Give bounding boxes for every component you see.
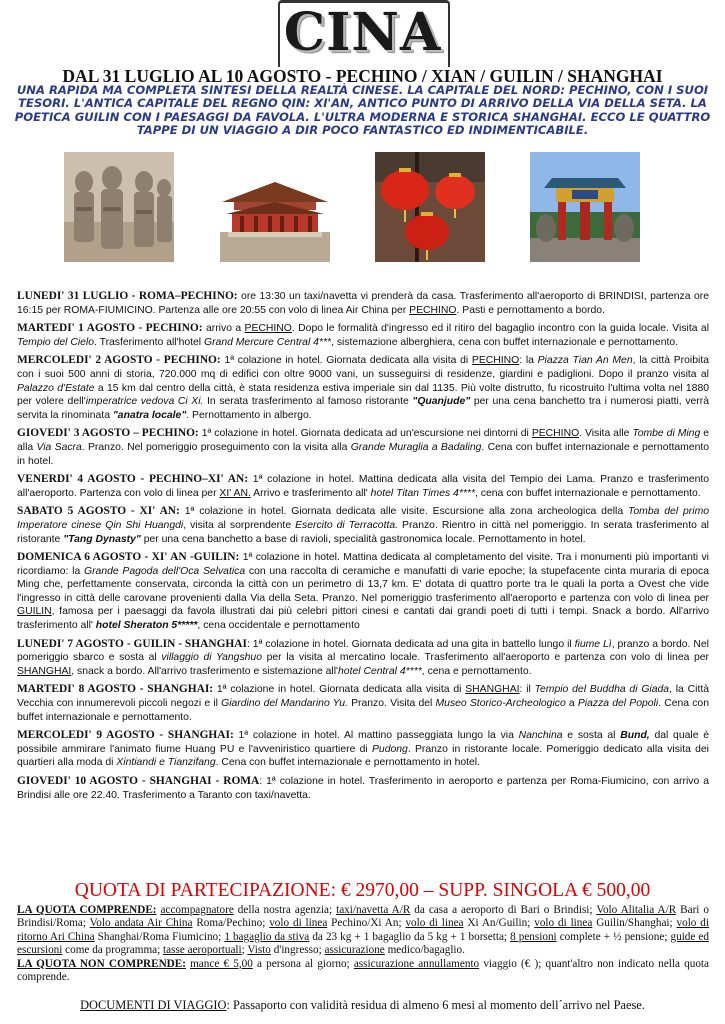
include-text: da casa a aeroporto di Bari o Brindisi; [410, 904, 597, 916]
excludes-label: LA QUOTA NON COMPRENDE: [17, 957, 186, 970]
include-item: volo di linea [269, 917, 328, 930]
place-name: Museo Storico-Archeologico [435, 698, 566, 710]
day-heading: MERCOLEDI' 9 AGOSTO - SHANGHAI: [17, 729, 234, 742]
day-text: . Visita alle [579, 428, 633, 440]
restaurant-name: "Tang Dynasty" [63, 533, 141, 545]
day-text: : 1ª colazione in hotel. Trasferimento in aeroporto e partenza per Roma-Fiumicino, con arrivo a Brindisi alle ore 22.40. Trasferimento a Taranto con taxi/navetta. [17, 776, 709, 801]
price-line: QUOTA DI PARTECIPAZIONE: € 2970,00 – SUPP. SINGOLA € 500,00 [74, 880, 651, 901]
include-text: Roma/Pechino; [192, 917, 270, 930]
temple-gate-photo [530, 152, 640, 262]
city-name: XI' AN. [219, 487, 251, 499]
include-text: Bari o Brindisi/Roma; [17, 904, 709, 930]
itinerary-day [17, 505, 709, 546]
itinerary-day [17, 683, 709, 724]
includes-label: LA QUOTA COMPRENDE: [17, 904, 157, 916]
day-text: a [565, 698, 578, 710]
day-text: e alla [17, 428, 709, 453]
day-text: Pranzo. Visita del [347, 698, 436, 710]
day-heading: MARTEDI' 1 AGOSTO - PECHINO: [17, 322, 203, 335]
day-heading: DOMENICA 6 AGOSTO - XI' AN -GUILIN: [17, 551, 240, 564]
place-name: villaggio di Yangshuo [161, 652, 262, 664]
day-heading: MARTEDI' 8 AGOSTO - SHANGHAI: [17, 683, 214, 696]
day-text: , pranzo a bordo. Nel pomeriggio sbarco e sosta al [17, 638, 709, 664]
exclude-item: mance € 5,00 [190, 957, 253, 970]
include-item: taxi/navetta A/R [336, 904, 411, 916]
include-text: da 23 kg + 1 bagaglio da 5 kg + 1 borsetta; [309, 930, 511, 943]
day-text: ore 13:30 un taxi/navetta vi prenderà da casa. Trasferimento all'aeroporto di BRINDISI, partenza ore 16:15 per ROMA-FIUMICINO. Partenza alle ore 20:55 con volo di linea Air China per [17, 291, 709, 316]
place-name: Pudong [372, 743, 408, 755]
include-item: assicurazione [324, 944, 385, 957]
includes-paragraph [17, 904, 709, 958]
day-text: : 1ª colazione in hotel. Giornata dedicata ad una gita in battello lungo il [246, 638, 575, 650]
include-item: volo di ritorno Ari China [17, 917, 709, 943]
place-name: Palazzo d'Estate [17, 382, 95, 394]
day-text: In serata trasferimento al famoso ristorante [203, 396, 413, 408]
day-heading: MERCOLEDI' 2 AGOSTO - PECHINO: [17, 354, 221, 367]
include-item: 8 pensioni [510, 930, 557, 943]
hotel-name: hotel Central 4**** [338, 665, 422, 677]
excludes-paragraph [17, 958, 709, 985]
day-text: 1ª colazione in hotel. Al mattino passeggiata lungo la via [233, 730, 519, 742]
include-item: Visto [247, 944, 271, 957]
day-text: , cena e pernottamento. [421, 665, 532, 677]
place-name: Giardino del Mandarino Yu. [221, 698, 348, 710]
dish-name: "anatra locale" [112, 409, 187, 421]
place-name: Nanchina [518, 730, 563, 742]
place-name: Xintiandi e Tianzifang [116, 757, 216, 769]
place-name: Tempio del Cielo [17, 336, 95, 348]
day-text: , la città Proibita con i suoi 500 anni di storia, 720.000 mq di edifici con oltre 9000 vani, un susseguirsi di residenze, giardini e padiglioni. Dopo il pranzo visita al [17, 355, 709, 380]
city-name: PECHINO [471, 355, 520, 367]
intro-paragraph: UNA RAPIDA MA COMPLETA SINTESI DELLA REALTÀ CINESE. LA CAPITALE DEL NORD: PECHINO, CON I SUOI TESORI. L'ANTICA CAPITALE DEL REGNO QIN: XI'AN, ANTICO PUNTO DI ARRIVO DELLA VIA DELLA SETA. LA POETICA GUILIN CON I PAESAGGI DA FAVOLA. L'ULTRA MODERNA E STORICA SHANGHAI. ECCO LE QUATTRO TAPPE DI UN VIAGGIO A DIR POCO FANTASTICO ED INDIMENTICABILE. [14, 83, 711, 137]
trip-dates-subtitle: DAL 31 LUGLIO AL 10 AGOSTO - PECHINO / XIAN / GUILIN / SHANGHAI [62, 66, 663, 86]
city-name: PECHINO [244, 323, 292, 335]
day-text: , cena con buffet internazionale e pernottamento. [475, 487, 701, 499]
day-heading: LUNEDI' 31 LUGLIO - ROMA–PECHINO: [17, 290, 238, 302]
hotel-name: hotel Titan Times 4**** [370, 487, 476, 499]
place-name: Tempio del Buddha di Giada [534, 684, 670, 696]
documents-label: DOCUMENTI DI VIAGGIO [80, 998, 227, 1012]
itinerary-day [17, 551, 709, 633]
photo-strip [0, 152, 725, 262]
include-item: guide ed escursioni [17, 930, 709, 957]
place-name: fiume Lì [574, 638, 612, 650]
day-text: , snack a bordo. All'arrivo trasferimento e sistemazione all' [71, 665, 339, 677]
day-text: 1ª colazione in hotel. Giornata dedicata alle visite. Escursione alla zona archeologica della [179, 506, 629, 518]
day-text: . Cena con buffet internazionale e pernottamento in hotel. [17, 441, 710, 467]
person-name: imperatrice vedova Ci Xi. [85, 396, 204, 408]
place-name: Bund, [620, 730, 650, 742]
day-text: per la visita al mercatino locale. Trasferimento all'aeroporto e partenza con volo di linea per [262, 652, 710, 664]
itinerary [17, 290, 709, 807]
itinerary-day [17, 322, 709, 349]
itinerary-day [17, 473, 709, 500]
day-text: , visita al sorprendente [183, 519, 296, 531]
day-text: : la [519, 355, 538, 367]
include-item: accompagnatore [160, 904, 234, 916]
include-text: d'ingresso; [270, 944, 325, 957]
documents-text: : Passaporto con validità residua di almeno 6 mesi al momento dell´arrivo nel Paese. [226, 998, 645, 1012]
page-title: CINA [283, 2, 442, 63]
day-text: Arrivo e trasferimento all' [250, 487, 371, 499]
day-text: . Pasti e pernottamento a bordo. [456, 304, 605, 316]
travel-documents [0, 998, 725, 1013]
day-text: arrivo a [202, 323, 245, 335]
day-text: 1ª colazione in hotel. Giornata dedicata ad un'escursione nei dintorni di [198, 428, 532, 440]
day-text: : il [519, 684, 535, 696]
include-text: ; [241, 944, 248, 957]
place-name: Tombe di Ming [632, 428, 701, 440]
day-text: per una cena banchetto a base di ravioli, specialità gastronomica locale. Pernottamento in hotel. [140, 533, 586, 545]
day-heading: GIOVEDI' 10 AGOSTO - SHANGHAI - ROMA [17, 775, 260, 787]
red-lanterns-photo [375, 152, 485, 262]
day-text: . Dopo le formalità d'ingresso ed il ritiro del bagaglio incontro con la guida locale. Visita al [291, 323, 709, 335]
include-text: complete + ½ pensione; [556, 930, 671, 943]
include-text: Guilin/Shanghai; [592, 917, 677, 930]
day-text: . Cena con buffet internazionale e pernottamento in hotel. [215, 757, 480, 769]
include-item: volo di linea [534, 917, 593, 930]
day-text: 1ª colazione in hotel. Mattina dedicata alla visita del Tempio dei Lama. Pranzo e trasferimento all'aeroporto. Partenza con volo di linea per [17, 474, 710, 499]
hotel-name: hotel Sheraton 5***** [95, 620, 198, 632]
include-item: volo di linea [405, 917, 464, 930]
day-text: , sistemazione alberghiera, cena con buffet internazionale e pernottamento. [331, 336, 679, 348]
forbidden-city-photo [220, 152, 330, 262]
day-text: . Pranzo in ristorante locale. Pomeriggio dedicato alla visita dei quartieri alla moda di [17, 743, 709, 769]
include-text: della nostra agenzia; [233, 904, 337, 916]
exclude-item: assicurazione annullamento [353, 957, 480, 970]
exclude-text: a persona al giorno; [252, 957, 354, 970]
place-name: Via Sacra [36, 441, 82, 453]
city-name: PECHINO [531, 428, 580, 440]
terracotta-warriors-photo [64, 152, 174, 262]
exclude-text: viaggio (€ ); quant'altro non indicato nella quota comprende. [17, 957, 710, 984]
day-heading: SABATO 5 AGOSTO - XI' AN: [17, 505, 180, 518]
city-name: SHANGHAI [17, 665, 72, 677]
day-text: . Pernottamento in albergo. [186, 409, 312, 421]
day-text: , cena occidentale e pernottamento [197, 620, 360, 632]
place-name: Grande Muraglia a Badaling [350, 441, 482, 453]
itinerary-day [17, 290, 709, 317]
day-text: a 15 km dal centro della città, è stata residenza estiva imperiale sin dal 1135. Più volte distrutto, fu ricostruito l'ultima volta nel 1880 per volere dell' [17, 382, 709, 408]
city-name: GUILIN [17, 606, 52, 618]
include-text: Xi An/Guilin; [463, 917, 535, 930]
day-text: , la Città Vecchia con innumerevoli piccoli negozi e il [17, 684, 710, 710]
day-text: 1ª colazione in hotel. Mattina dedicata al completamento del visite. Tra i monumenti più importanti vi ricordiamo: la [17, 552, 709, 577]
quote-details [17, 904, 709, 984]
restaurant-name: "Quanjude" [412, 396, 471, 408]
day-text: per una cena banchetto tra i numerosi piatti, verrà servita la rinominata [17, 396, 709, 421]
itinerary-day [17, 729, 709, 770]
city-name: PECHINO [409, 304, 457, 316]
city-name: SHANGHAI [465, 684, 520, 696]
include-item: tasse aeroportuali [163, 944, 242, 957]
include-item: Volo Alitalia A/R [596, 904, 677, 916]
include-item: Volo andata Air China [89, 917, 193, 930]
place-name: Piazza del Popoli [577, 698, 659, 710]
itinerary-day [17, 427, 709, 468]
itinerary-day [17, 354, 709, 422]
day-text: . Trasferimento all'hotel [94, 336, 204, 348]
day-text: . Cena con buffet internazionale e pernottamento. [17, 698, 709, 723]
include-item: 1 bagaglio da stiva [224, 930, 310, 943]
place-name: Piazza Tian An Men [537, 355, 633, 367]
place-name: Grande Pagoda dell'Oca Selvatica [84, 565, 246, 577]
day-text: con una raccolta di ceramiche e manufatti di varie epoche; la stupefacente cinta muraria di epoca Ming che, perfettamente conservata, circonda la città con un perimetro di 13,7 km. E' dotata di quattro porte tra le quali la porta a Ovest che vide l'ingresso in città delle carovane provenienti dalla Via della Seta. Pranzo. Nel pomeriggio trasferimento all'aeroporto e partenza con volo di linea per [17, 565, 709, 604]
day-heading: GIOVEDI' 3 AGOSTO – PECHINO: [17, 427, 199, 440]
itinerary-day [17, 638, 709, 679]
include-text: come da programma; [62, 944, 164, 957]
day-text: dal quale è possibile ammirare l'animato fiume Huang PU e l'avveniristico quartiere di [17, 730, 710, 755]
day-heading: VENERDI' 4 AGOSTO - PECHINO–XI' AN: [17, 473, 249, 486]
include-text: medico/bagaglio. [384, 944, 465, 957]
day-text: e sosta al [562, 730, 621, 742]
day-heading: LUNEDI' 7 AGOSTO - GUILIN - SHANGHAI [17, 637, 247, 650]
day-text: 1ª colazione in hotel. Giornata dedicata alla visita di [220, 355, 472, 367]
place-name: Tomba del primo Imperatore cinese Qin Shi Huangdi [17, 506, 710, 531]
day-text: , famosa per i paesaggi da favola illustrati dai più celebri pittori cinesi e cantati dai grandi poeti di tutti i tempi. Snack a bordo. All'arrivo trasferimento all' [17, 606, 709, 632]
hotel-name: Grand Mercure Central 4*** [204, 336, 332, 348]
day-text: 1ª colazione in hotel. Giornata dedicata alla visita di [213, 684, 466, 696]
itinerary-day [17, 775, 709, 802]
day-text: Pranzo. Rientro in città nel pomeriggio. In serata trasferimento al ristorante [17, 519, 709, 545]
day-text: . Pranzo. Nel pomeriggio proseguimento con la visita alla [81, 441, 351, 453]
place-name: Esercito di Terracotta. [295, 519, 399, 531]
include-text: Pechino/Xi An; [327, 917, 406, 930]
include-text: Shanghai/Roma Fiumicino; [94, 930, 225, 943]
